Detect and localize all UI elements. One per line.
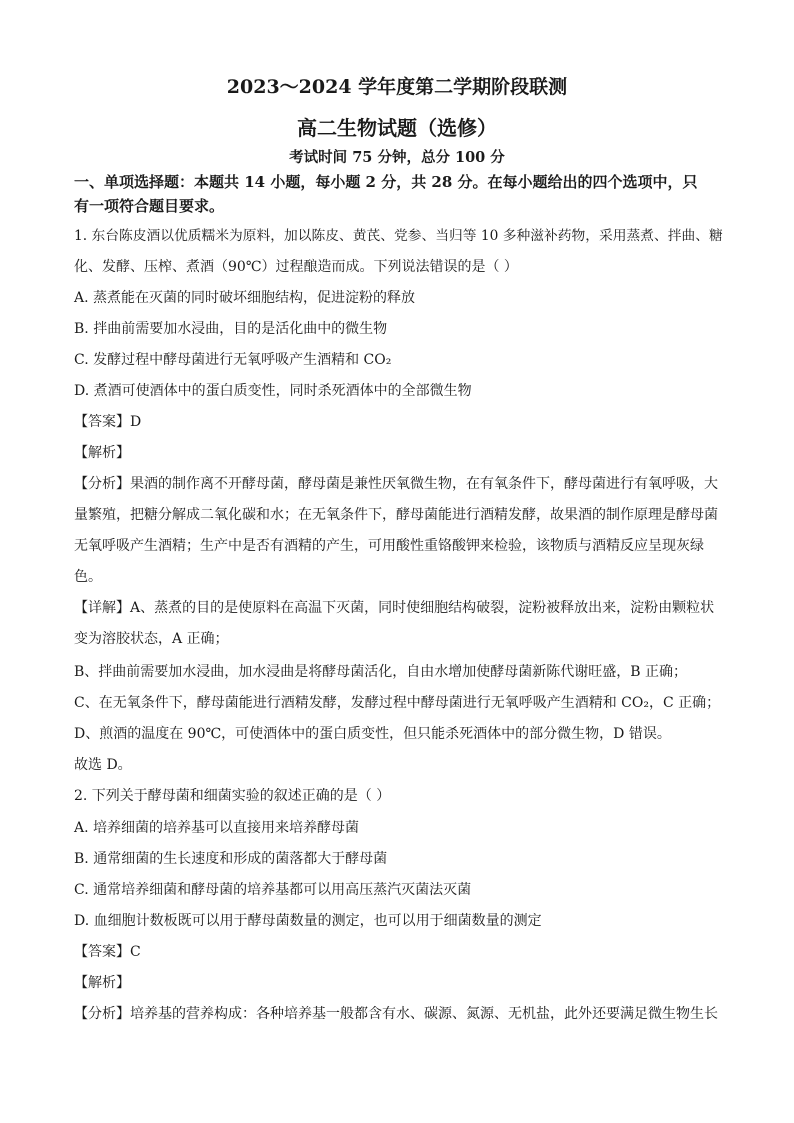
- q1-xiangjie-d: D、煎酒的温度在 90℃，可使酒体中的蛋白质变性，但只能杀死酒体中的部分微生物，D 错误。: [74, 726, 671, 742]
- q2-option-a: A. 培养细菌的培养基可以直接用来培养酵母菌: [74, 820, 360, 836]
- q1-option-d: D. 煮酒可使酒体中的蛋白质变性，同时杀死酒体中的全部微生物: [74, 383, 472, 399]
- q1-stem-line1: 1. 东台陈皮酒以优质糯米为原料，加以陈皮、黄芪、党参、当归等 10 多种滋补药物，采用蒸煮、拌曲、糖: [74, 228, 723, 244]
- q1-xiangjie-line2: 变为溶胶状态，A 正确；: [74, 631, 229, 647]
- q2-analysis-label: 【解析】: [74, 975, 130, 991]
- q2-fenxi-line1: 【分析】培养基的营养构成：各种培养基一般都含有水、碳源、氮源、无机盐，此外还要满足微生物生长: [74, 1006, 718, 1022]
- q1-xiangjie-line1: 【详解】A、蒸煮的目的是使原料在高温下灭菌，同时使细胞结构破裂，淀粉被释放出来，淀粉由颗粒状: [74, 600, 715, 616]
- exam-subtitle: 高二生物试题（选修）: [297, 116, 497, 140]
- q1-xiangjie-b: B、拌曲前需要加水浸曲，加水浸曲是将酵母菌活化，自由水增加使酵母菌新陈代谢旺盛，B 正确；: [74, 664, 688, 680]
- section-heading-line1: 一、单项选择题：本题共 14 小题，每小题 2 分，共 28 分。在每小题给出的四个选项中，只: [74, 173, 698, 191]
- q1-option-b: B. 拌曲前需要加水浸曲，目的是活化曲中的微生物: [74, 321, 388, 337]
- q2-stem: 2. 下列关于酵母菌和细菌实验的叙述正确的是（ ）: [74, 788, 391, 804]
- q1-option-c: C. 发酵过程中酵母菌进行无氧呼吸产生酒精和 CO₂: [74, 352, 392, 368]
- q1-conclusion: 故选 D。: [74, 757, 132, 773]
- section-heading-line2: 有一项符合题目要求。: [74, 197, 225, 215]
- q1-analysis-label: 【解析】: [74, 445, 130, 461]
- q1-answer: 【答案】D: [74, 414, 142, 430]
- q2-option-c: C. 通常培养细菌和酵母菌的培养基都可以用高压蒸汽灭菌法灭菌: [74, 882, 472, 898]
- q1-stem-line2: 化、发酵、压榨、煮酒（90℃）过程酿造而成。下列说法错误的是（ ）: [74, 259, 518, 275]
- q2-option-d: D. 血细胞计数板既可以用于酵母菌数量的测定，也可以用于细菌数量的测定: [74, 913, 542, 929]
- q2-answer: 【答案】C: [74, 944, 141, 960]
- exam-info: 考试时间 75 分钟，总分 100 分: [289, 149, 505, 166]
- exam-title: 2023～2024 学年度第二学期阶段联测: [226, 76, 568, 98]
- q1-fenxi-line2: 量繁殖，把糖分解成二氧化碳和水；在无氧条件下，酵母菌能进行酒精发酵，故果酒的制作原理是酵母菌: [74, 507, 718, 523]
- q1-fenxi-line4: 色。: [74, 569, 102, 585]
- q1-fenxi-line3: 无氧呼吸产生酒精；生产中是否有酒精的产生，可用酸性重铬酸钾来检验，该物质与酒精反应呈现灰绿: [74, 538, 704, 554]
- q1-option-a: A. 蒸煮能在灭菌的同时破坏细胞结构，促进淀粉的释放: [74, 290, 416, 306]
- q1-xiangjie-c: C、在无氧条件下，酵母菌能进行酒精发酵，发酵过程中酵母菌进行无氧呼吸产生酒精和 CO₂，C 正确；: [74, 695, 721, 711]
- q1-fenxi-line1: 【分析】果酒的制作离不开酵母菌，酵母菌是兼性厌氧微生物，在有氧条件下，酵母菌进行有氧呼吸，大: [74, 476, 718, 492]
- q2-option-b: B. 通常细菌的生长速度和形成的菌落都大于酵母菌: [74, 851, 388, 867]
